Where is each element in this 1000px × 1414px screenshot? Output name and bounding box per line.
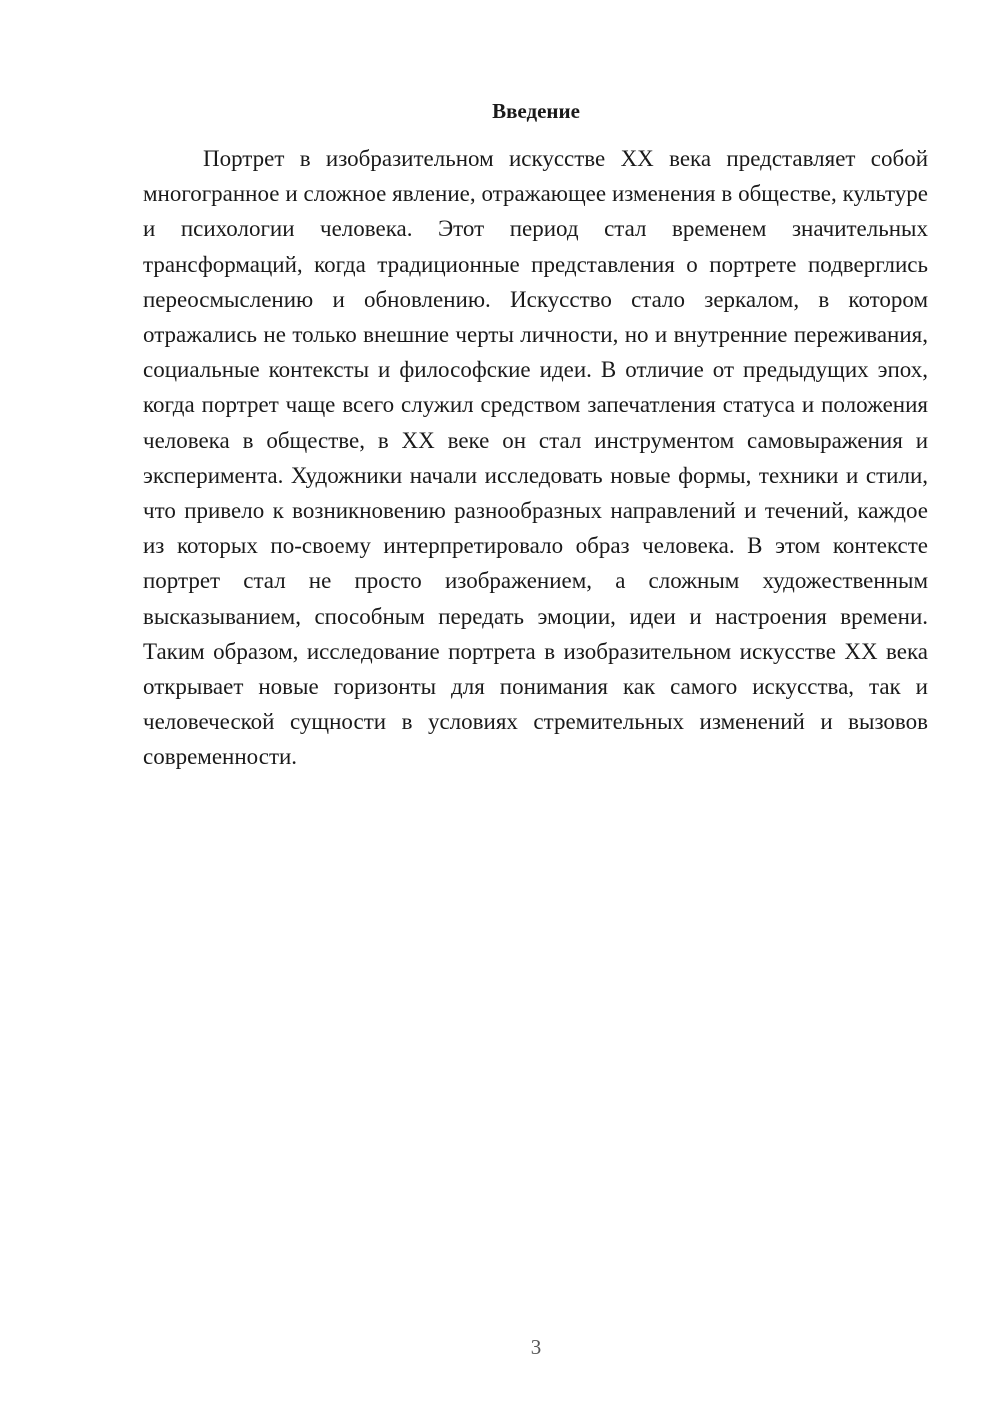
page-number: 3 [530,1335,542,1359]
body-paragraph: Портрет в изобразительном искусстве XX века представляет собой многогранное и сложное явление, отражающее изменения в обществе, культуре и психологии человека. Этот период стал временем значительных трансформаций, когда традиционные представления о портрете подверглись переосмыслению и обновлению. Искусство стало зеркалом, в котором отражались не только внешние черты личности, но и внутренние переживания, социальные контексты и философские идеи. В отличие от предыдущих эпох, когда портрет чаще всего служил средством запечатления статуса и положения человека в обществе, в XX веке он стал инструментом самовыражения и эксперимента. Художники начали исследовать новые формы, техники и стили, что привело к возникновению разнообразных направлений и течений, каждое из которых по-своему интерпретировало образ человека. В этом контексте портрет стал не просто изображением, а сложным художественным высказыванием, способным передать эмоции, идеи и настроения времени. Таким образом, исследование портрета в изобразительном искусстве XX века открывает новые горизонты для понимания как самого искусства, так и человеческой сущности в условиях стремительных изменений и вызовов современности. [143,146,928,770]
section-heading: Введение [492,99,580,123]
